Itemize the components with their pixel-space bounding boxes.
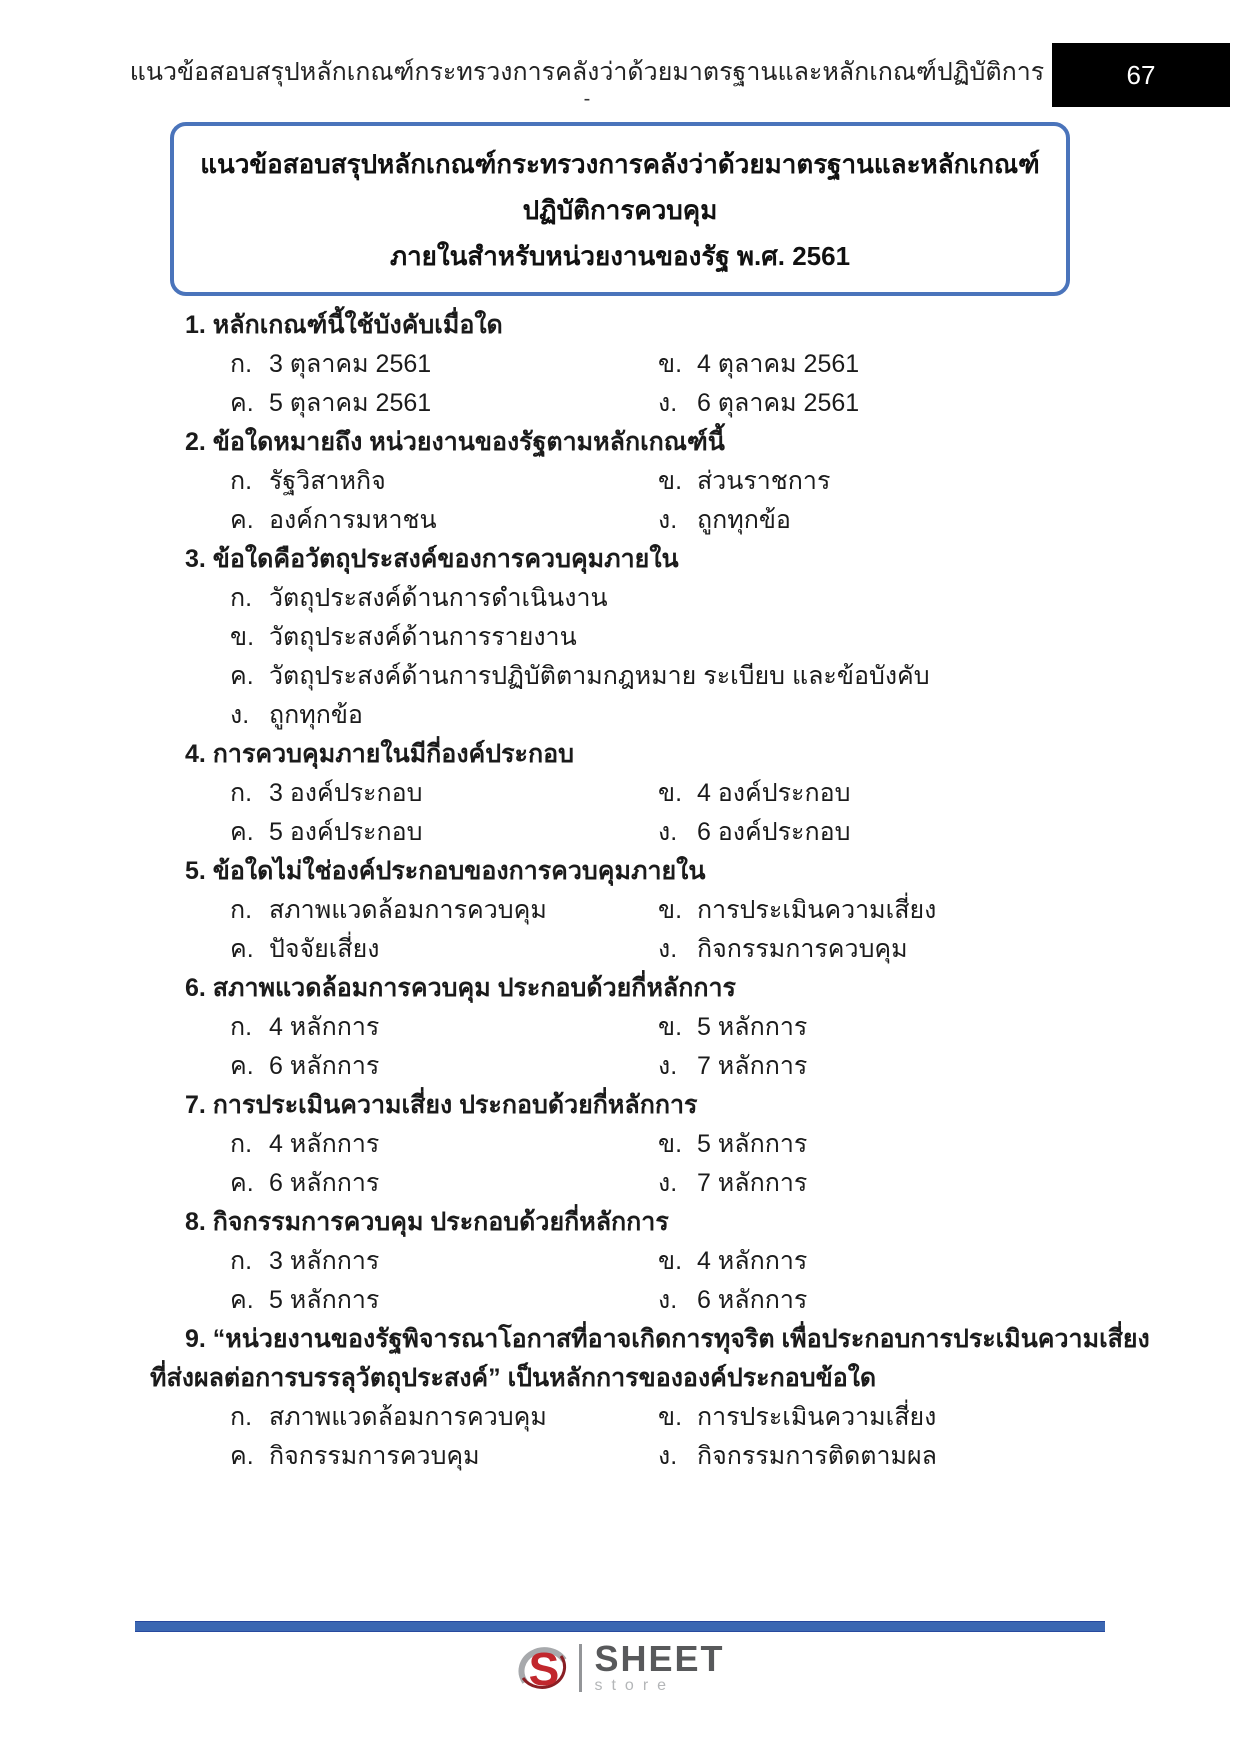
logo-divider [579, 1644, 582, 1692]
option-label: ค. [230, 818, 254, 846]
option-text: 6 องค์ประกอบ [690, 818, 851, 846]
option-text: 7 หลักการ [690, 1052, 808, 1080]
page-number: 67 [1126, 59, 1156, 90]
question-9-text: 9. “หน่วยงานของรัฐพิจารณาโอกาสที่อาจเกิดการทุจริต เพื่อประกอบการประเมินความเสี่ยงที่ส่งผลต่อการบรรลุวัตถุประสงค์” เป็นหลักการขององค์ประกอบข้อใด [150, 1325, 1150, 1392]
question-6-option-ก [230, 1008, 658, 1047]
option-text: ถูกทุกข้อ [262, 701, 363, 729]
question-3-options [150, 579, 1155, 735]
option-label: ก. [230, 1403, 253, 1431]
option-label: ง. [658, 935, 678, 963]
question-7-option-ง [658, 1164, 1155, 1203]
question-4-option-ข [658, 774, 1155, 813]
question-2-option-ง [658, 501, 1155, 540]
question-5-option-ค [230, 930, 658, 969]
question-3-option-ก [230, 579, 1155, 618]
question-5 [150, 852, 1155, 969]
question-2-option-ก [230, 462, 658, 501]
question-8-option-ก [230, 1242, 658, 1281]
question-1-option-ง [658, 384, 1155, 423]
option-text: 6 หลักการ [262, 1169, 380, 1197]
option-text: 4 องค์ประกอบ [690, 779, 851, 807]
option-text: วัตถุประสงค์ด้านการดำเนินงาน [262, 584, 608, 612]
option-label: ข. [658, 1247, 683, 1275]
option-label: ข. [658, 779, 683, 807]
header-dash: - [583, 88, 591, 110]
question-8-option-ค [230, 1281, 658, 1320]
brand-subtitle: store [594, 1676, 676, 1694]
option-label: ข. [230, 623, 255, 651]
option-label: ง. [658, 1286, 678, 1314]
question-3 [150, 540, 1155, 735]
option-text: 5 หลักการ [690, 1130, 808, 1158]
option-label: ก. [230, 584, 253, 612]
option-text: 6 ตุลาคม 2561 [690, 389, 860, 417]
option-label: ค. [230, 935, 254, 963]
brand-name: SHEET [594, 1637, 725, 1679]
question-9-option-ค [230, 1437, 658, 1476]
footer [0, 1621, 1240, 1696]
option-label: ข. [658, 350, 683, 378]
option-label: ก. [230, 779, 253, 807]
questions [150, 306, 1155, 1476]
option-text: ปัจจัยเสี่ยง [262, 935, 380, 963]
option-label: ข. [658, 1013, 683, 1041]
question-8-option-ข [658, 1242, 1155, 1281]
title-line-2: ภายในสำหรับหน่วยงานของรัฐ พ.ศ. 2561 [389, 241, 851, 271]
running-header: แนวข้อสอบสรุปหลักเกณฑ์กระทรวงการคลังว่าด้วยมาตรฐานและหลักเกณฑ์ปฏิบัติการ [129, 58, 1045, 86]
option-text: สภาพแวดล้อมการควบคุม [262, 1403, 547, 1431]
question-9-option-ข [658, 1398, 1155, 1437]
question-4-text: 4. การควบคุมภายในมีกี่องค์ประกอบ [185, 740, 575, 768]
question-4 [150, 735, 1155, 852]
option-label: ข. [658, 467, 683, 495]
option-label: ง. [230, 701, 250, 729]
question-9-option-ง [658, 1437, 1155, 1476]
option-label: ก. [230, 350, 253, 378]
question-4-option-ง [658, 813, 1155, 852]
question-6-option-ค [230, 1047, 658, 1086]
option-text: ถูกทุกข้อ [690, 506, 791, 534]
page-number-box [1052, 43, 1230, 107]
question-9-options [150, 1398, 1155, 1476]
option-text: องค์การมหาชน [262, 506, 437, 534]
option-text: 5 หลักการ [690, 1013, 808, 1041]
option-text: 3 ตุลาคม 2561 [262, 350, 432, 378]
option-label: ง. [658, 506, 678, 534]
option-label: ง. [658, 818, 678, 846]
question-3-option-ค [230, 657, 1155, 696]
question-4-options [150, 774, 1155, 852]
option-text: กิจกรรมการติดตามผล [690, 1442, 937, 1470]
option-label: ค. [230, 1286, 254, 1314]
title-line-1: แนวข้อสอบสรุปหลักเกณฑ์กระทรวงการคลังว่าด้วยมาตรฐานและหลักเกณฑ์ปฏิบัติการควบคุม [200, 149, 1040, 225]
option-text: 3 องค์ประกอบ [262, 779, 423, 807]
option-text: 6 หลักการ [690, 1286, 808, 1314]
option-text: วัตถุประสงค์ด้านการปฏิบัติตามกฎหมาย ระเบียบ และข้อบังคับ [262, 662, 930, 690]
option-label: ก. [230, 1247, 253, 1275]
option-label: ง. [658, 1442, 678, 1470]
question-1-option-ข [658, 345, 1155, 384]
question-5-options [150, 891, 1155, 969]
question-8-option-ง [658, 1281, 1155, 1320]
question-6-text: 6. สภาพแวดล้อมการควบคุม ประกอบด้วยกี่หลักการ [185, 974, 736, 1002]
option-text: สภาพแวดล้อมการควบคุม [262, 896, 547, 924]
option-label: ค. [230, 1052, 254, 1080]
option-label: ค. [230, 662, 254, 690]
option-text: 7 หลักการ [690, 1169, 808, 1197]
option-text: การประเมินความเสี่ยง [690, 1403, 937, 1431]
footer-divider-bar [135, 1621, 1105, 1632]
option-text: ส่วนราชการ [690, 467, 831, 495]
question-7 [150, 1086, 1155, 1203]
question-4-option-ก [230, 774, 658, 813]
question-8-options [150, 1242, 1155, 1320]
question-2 [150, 423, 1155, 540]
question-5-text: 5. ข้อใดไม่ใช่องค์ประกอบของการควบคุมภายใน [185, 857, 706, 885]
option-text: การประเมินความเสี่ยง [690, 896, 937, 924]
question-2-option-ข [658, 462, 1155, 501]
option-label: ข. [658, 1403, 683, 1431]
option-text: กิจกรรมการควบคุม [690, 935, 908, 963]
question-3-text: 3. ข้อใดคือวัตถุประสงค์ของการควบคุมภายใน [185, 545, 679, 573]
title-box [170, 122, 1070, 296]
question-2-options [150, 462, 1155, 540]
question-6-option-ง [658, 1047, 1155, 1086]
question-7-options [150, 1125, 1155, 1203]
question-4-option-ค [230, 813, 658, 852]
question-3-option-ข [230, 618, 1155, 657]
question-2-text: 2. ข้อใดหมายถึง หน่วยงานของรัฐตามหลักเกณฑ์นี้ [185, 428, 725, 456]
question-2-option-ค [230, 501, 658, 540]
option-label: ง. [658, 1052, 678, 1080]
option-text: 5 องค์ประกอบ [262, 818, 423, 846]
question-6 [150, 969, 1155, 1086]
option-label: ข. [658, 1130, 683, 1158]
option-text: 6 หลักการ [262, 1052, 380, 1080]
option-text: 3 หลักการ [262, 1247, 380, 1275]
svg-text:S: S [529, 1643, 560, 1695]
question-7-option-ก [230, 1125, 658, 1164]
option-text: 5 หลักการ [262, 1286, 380, 1314]
option-text: กิจกรรมการควบคุม [262, 1442, 480, 1470]
question-7-text: 7. การประเมินความเสี่ยง ประกอบด้วยกี่หลักการ [185, 1091, 698, 1119]
option-label: ค. [230, 1169, 254, 1197]
option-label: ข. [658, 896, 683, 924]
question-1 [150, 306, 1155, 423]
question-8-text: 8. กิจกรรมการควบคุม ประกอบด้วยกี่หลักการ [185, 1208, 669, 1236]
question-9 [150, 1320, 1155, 1476]
option-label: ง. [658, 389, 678, 417]
option-text: 5 ตุลาคม 2561 [262, 389, 432, 417]
option-label: ก. [230, 467, 253, 495]
option-label: ก. [230, 1130, 253, 1158]
question-5-option-ข [658, 891, 1155, 930]
option-text: 4 หลักการ [690, 1247, 808, 1275]
question-5-option-ง [658, 930, 1155, 969]
question-1-option-ค [230, 384, 658, 423]
option-label: ค. [230, 506, 254, 534]
option-label: ค. [230, 1442, 254, 1470]
option-text: รัฐวิสาหกิจ [262, 467, 386, 495]
sheet-store-logo-icon [515, 1640, 571, 1696]
question-1-text: 1. หลักเกณฑ์นี้ใช้บังคับเมื่อใด [185, 311, 503, 339]
option-label: ค. [230, 389, 254, 417]
publisher-logo [0, 1637, 1240, 1696]
option-text: 4 หลักการ [262, 1013, 380, 1041]
question-1-option-ก [230, 345, 658, 384]
question-1-options [150, 345, 1155, 423]
option-text: วัตถุประสงค์ด้านการรายงาน [262, 623, 577, 651]
question-6-option-ข [658, 1008, 1155, 1047]
question-5-option-ก [230, 891, 658, 930]
option-label: ก. [230, 1013, 253, 1041]
question-7-option-ค [230, 1164, 658, 1203]
option-text: 4 หลักการ [262, 1130, 380, 1158]
question-7-option-ข [658, 1125, 1155, 1164]
option-label: ง. [658, 1169, 678, 1197]
question-9-option-ก [230, 1398, 658, 1437]
question-8 [150, 1203, 1155, 1320]
question-6-options [150, 1008, 1155, 1086]
option-label: ก. [230, 896, 253, 924]
question-3-option-ง [230, 696, 1155, 735]
option-text: 4 ตุลาคม 2561 [690, 350, 860, 378]
